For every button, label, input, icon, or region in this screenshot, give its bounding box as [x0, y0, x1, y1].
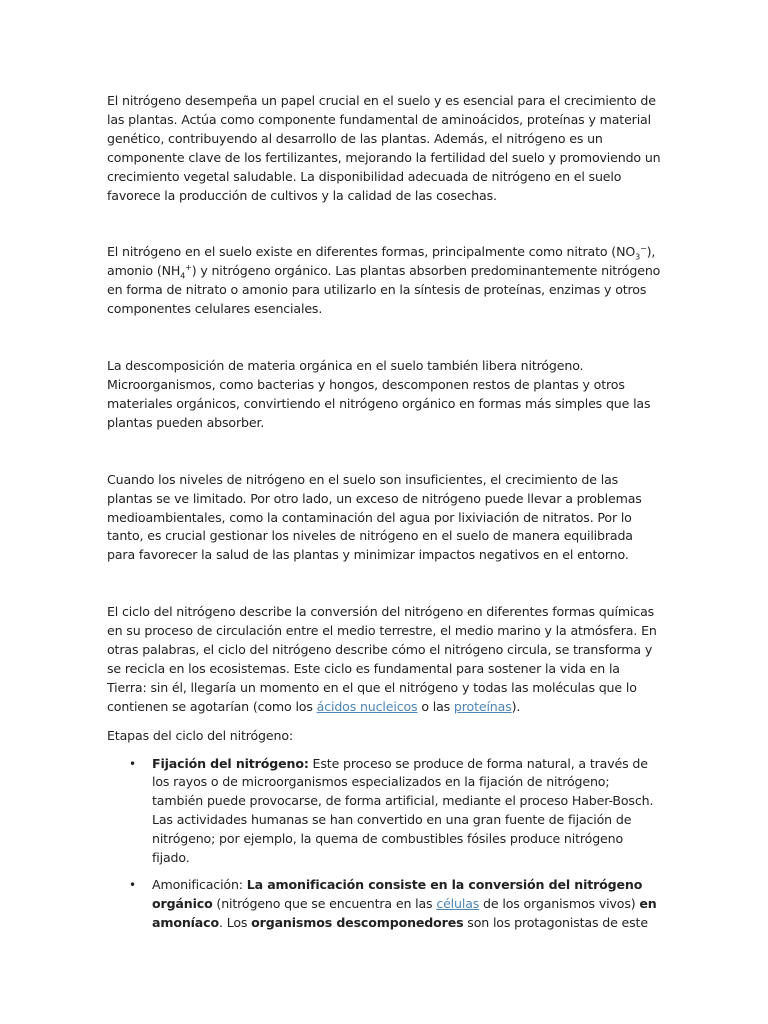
stages-list: [107, 755, 663, 933]
bullet-icon: •: [129, 878, 136, 892]
text-segment: El nitrógeno en el suelo existe en diferentes formas, principalmente como nitrato (NO: [107, 244, 636, 260]
text-segment: o las: [417, 698, 454, 714]
document-page: [107, 92, 663, 941]
bullet-icon: •: [129, 756, 136, 771]
paragraph-nitrogen-cycle: [107, 603, 663, 716]
link-proteinas[interactable]: proteínas: [453, 698, 512, 714]
subscript: 4: [180, 271, 186, 281]
stage-text: Este proceso se produce de forma natural, a través de los rayos o de microorganismos especializados en la fijación de nitrógeno; también puede provocarse, de forma artificial, mediante el proceso Haber-Bosch. Las actividades humanas se han convertido en una gran fuente de fijación de nitrógeno; por ejemplo, la quema de combustibles fósiles produce nitrógeno fijado.: [152, 755, 654, 866]
text-segment: son los protagonistas de este: [463, 914, 648, 930]
superscript: −: [640, 244, 647, 254]
paragraph-nitrogen-forms: [107, 243, 663, 319]
paragraph-decomposition: La descomposición de materia orgánica en el suelo también libera nitrógeno. Microorganismos, como bacterias y hongos, descomponen restos de plantas y otros materiales orgánicos, convirtiendo el nitrógeno orgánico en formas más simples que las plantas pueden absorber.: [107, 358, 651, 430]
paragraph-nitrogen-role: El nitrógeno desempeña un papel crucial en el suelo y es esencial para el crecimiento de las plantas. Actúa como componente fundamental de aminoácidos, proteínas y material genético, contribuyendo al desarrollo de las plantas. Además, el nitrógeno es un componente clave de los fertilizantes, mejorando la fertilidad del suelo y promoviendo un crecimiento vegetal saludable. La disponibilidad adecuada de nitrógeno en el suelo favorece la producción de cultivos y la calidad de las cosechas.: [107, 93, 661, 203]
link-acidos-nucleicos[interactable]: ácidos nucleicos: [316, 698, 418, 714]
text-segment: de los organismos vivos): [479, 895, 640, 911]
text-segment: (nitrógeno que se encuentra en las: [212, 895, 437, 911]
bold-text: organismos descomponedores: [251, 914, 464, 930]
subscript: 3: [635, 252, 641, 262]
superscript: +: [185, 263, 192, 273]
text-segment: ).: [511, 698, 521, 714]
text-segment: . Los: [218, 914, 252, 930]
list-item: [107, 755, 663, 868]
text-segment: ), amonio (NH: [107, 244, 656, 279]
stage-title: Fijación del nitrógeno:: [152, 755, 309, 771]
stages-intro: Etapas del ciclo del nitrógeno:: [107, 727, 293, 743]
stage-label: Amonificación:: [152, 877, 247, 892]
link-celulas[interactable]: células: [436, 895, 480, 911]
paragraph-nitrogen-levels: Cuando los niveles de nitrógeno en el suelo son insuficientes, el crecimiento de las plantas se ve limitado. Por otro lado, un exceso de nitrógeno puede llevar a problemas medioambientales, como la contaminación del agua por lixiviación de nitratos. Por lo tanto, es crucial gestionar los niveles de nitrógeno en el suelo de manera equilibrada para favorecer la salud de las plantas y minimizar impactos negativos en el entorno.: [107, 471, 642, 563]
list-item: [107, 876, 663, 933]
bold-text: en amoníaco: [152, 895, 657, 930]
bold-text: La amonificación consiste en la conversión del nitrógeno orgánico: [152, 877, 643, 911]
text-segment: ) y nitrógeno orgánico. Las plantas absorben predominantemente nitrógeno en forma de nitrato o amonio para utilizarlo en la síntesis de proteínas, enzimas y otros componentes celulares esenciales.: [107, 263, 661, 317]
text-segment: El ciclo del nitrógeno describe la conversión del nitrógeno en diferentes formas químicas en su proceso de circulación entre el medio terrestre, el medio marino y la atmósfera. En otras palabras, el ciclo del nitrógeno describe cómo el nitrógeno circula, se transforma y se recicla en los ecosistemas. Este ciclo es fundamental para sostener la vida en la Tierra: sin él, llegaría un momento en el que el nitrógeno y todas las moléculas que lo contienen se agotarían (como los: [107, 604, 657, 714]
